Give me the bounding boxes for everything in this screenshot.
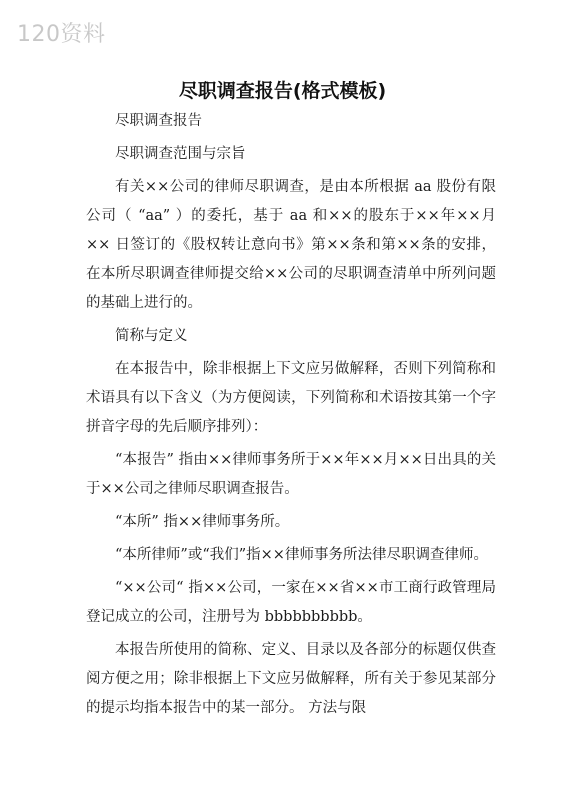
document-body — [86, 107, 496, 723]
watermark-logo-text: 120资料 — [17, 22, 106, 47]
document-title: 尽职调查报告(格式模板) — [178, 80, 387, 102]
paragraph-scope-body: 有关××公司的律师尽职调查，是由本所根据 aa 股份有限公司（ “aa” ）的委托，基于 aa 和××的股东于××年××月×× 日签订的《股权转让意向书》第××条和第××条的安排，在本所尽职调查律师提交给××公司的尽职调查清单中所列问题的基础上进行的。 — [86, 179, 496, 311]
section-heading-scope: 尽职调查范围与宗旨 — [115, 146, 246, 162]
paragraph-usage-note: 本报告所使用的简称、定义、目录以及各部分的标题仅供查阅方便之用；除非根据上下文应另做解释，所有关于参见某部分的提示均指本报告中的某一部分。 方法与限 — [86, 642, 496, 716]
definition-company: “××公司“ 指××公司，一家在××省××市工商行政管理局登记成立的公司，注册号为 bbbbbbbbbb。 — [86, 580, 496, 625]
paragraph-definitions-intro: 在本报告中，除非根据上下文应另做解释，否则下列简称和术语具有以下含义（为方便阅读，下列简称和术语按其第一个字拼音字母的先后顺序排列）： — [86, 361, 496, 435]
paragraph-report-label: 尽职调查报告 — [115, 113, 202, 129]
definition-report: “本报告” 指由××律师事务所于××年××月××日出具的关于××公司之律师尽职调查报告。 — [86, 452, 496, 497]
definition-lawyers: “本所律师”或“我们”指××律师事务所法律尽职调查律师。 — [115, 547, 488, 563]
definition-firm: “本所” 指××律师事务所。 — [115, 514, 290, 530]
section-heading-definitions: 简称与定义 — [115, 328, 188, 344]
